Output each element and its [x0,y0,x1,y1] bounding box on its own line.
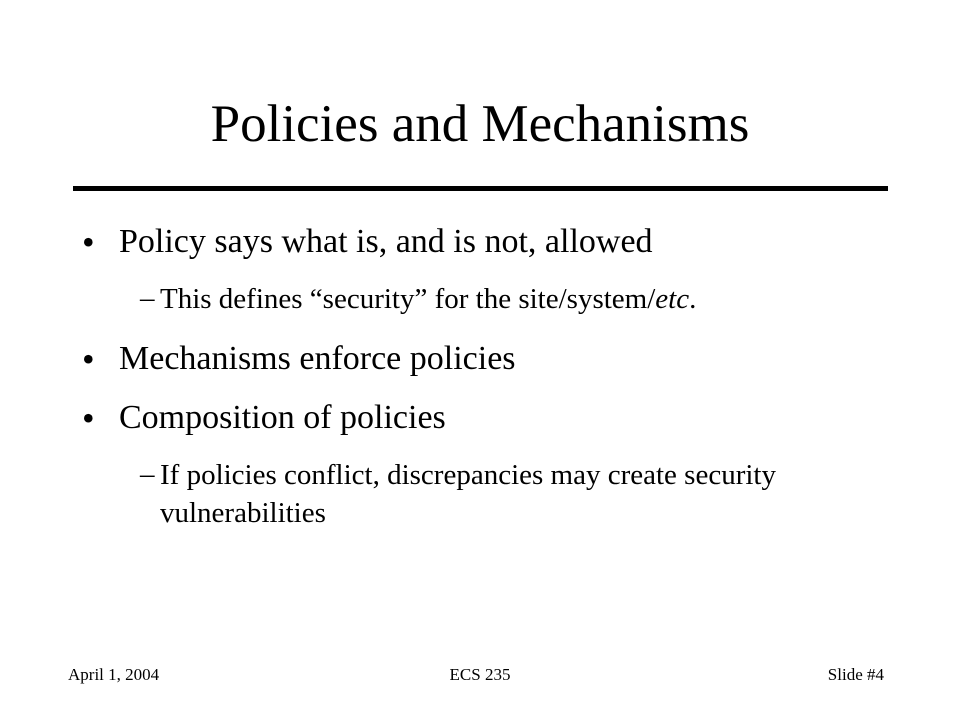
bullet-text: Mechanisms enforce policies [119,340,516,377]
footer-date: April 1, 2004 [68,665,160,684]
footer-slide-number: Slide #4 [827,665,884,684]
sub-bullet-text [160,280,860,318]
sub-bullet-text-part: . [689,283,697,315]
bullet-marker: • [82,398,95,438]
sub-bullet-marker: – [140,458,155,490]
footer-course: ECS 235 [449,665,511,684]
sub-bullet-text-part: This defines “security” for the site/system/ [160,283,656,315]
bullet-marker: • [82,222,95,262]
bullet-text: Policy says what is, and is not, allowed [119,223,653,260]
sub-bullet-text-italic: etc [655,283,690,315]
title-underline [73,186,888,191]
slide-title: Policies and Mechanisms [210,95,750,153]
bullet-marker: • [82,339,95,379]
sub-bullet-marker: – [140,282,155,314]
bullet-text: Composition of policies [119,399,446,436]
sub-bullet-text: If policies conflict, discrepancies may create security vulnerabilities [160,459,776,529]
